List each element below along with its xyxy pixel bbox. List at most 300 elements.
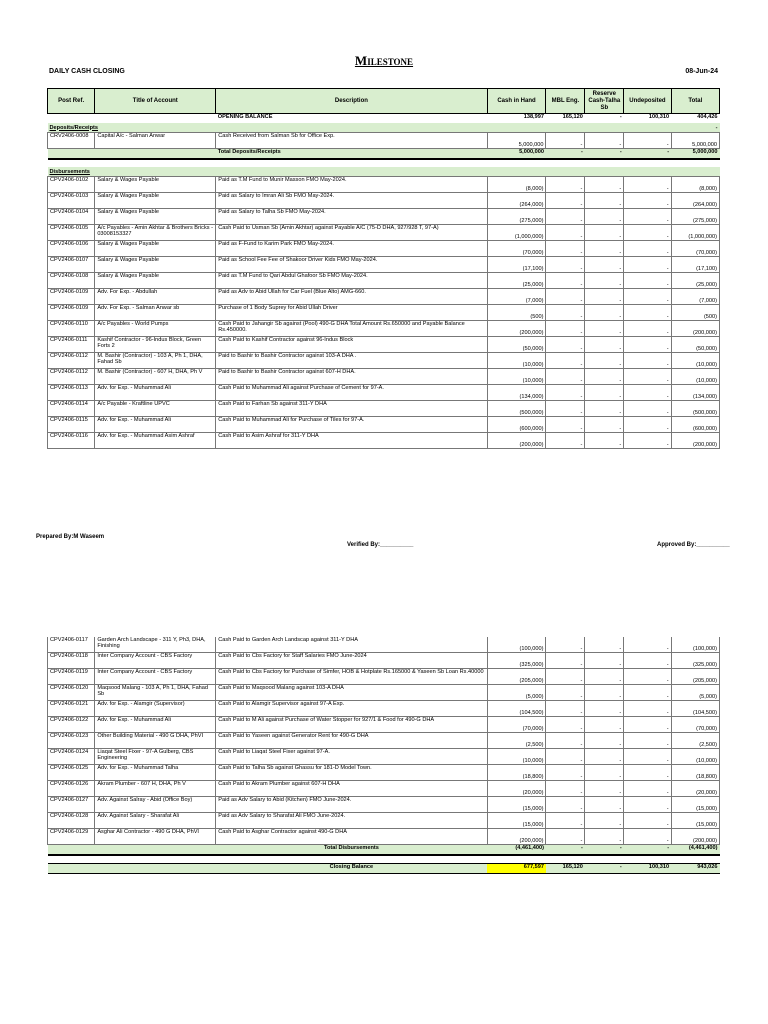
cell-post-ref: CPV2406-0121	[48, 701, 95, 717]
cell-cash-in-hand: (600,000)	[487, 417, 546, 433]
cell-undeposited: -	[624, 717, 671, 733]
cell-post-ref: CPV2406-0114	[48, 401, 95, 417]
cell-description: Cash Paid to Muhammad Ali against Purchase of Cement for 97-A.	[216, 385, 487, 401]
cash-closing-table	[47, 88, 720, 449]
document-date: 08-Jun-24	[685, 68, 718, 75]
cell-undeposited: -	[624, 241, 671, 257]
cell-account-title: Adv. for Exp. - Muhammad Ali	[95, 385, 216, 401]
cell-undeposited: -	[624, 353, 671, 369]
cell-description: Cash Paid to Asghar Contractor against 490-G DHA	[216, 829, 487, 845]
table-row	[48, 289, 720, 305]
cell-undeposited: -	[624, 369, 671, 385]
cell-undeposited: -	[624, 289, 671, 305]
cell-cash-in-hand: (1,000,000)	[487, 225, 546, 241]
table-row	[48, 257, 720, 273]
header-undeposited: Undeposited	[624, 89, 671, 114]
cell-mbl-eng: -	[546, 733, 585, 749]
cell-post-ref: CPV2406-0129	[48, 829, 95, 845]
cell-cash-in-hand: (500,000)	[487, 401, 546, 417]
cell-reserve-cash: -	[585, 353, 624, 369]
table-row	[48, 385, 720, 401]
cell-description: Paid as T.M Fund to Munir Masson FMO May-2024.	[216, 177, 487, 193]
table-row	[48, 225, 720, 241]
cell-post-ref: CPV2406-0105	[48, 225, 95, 241]
cell-undeposited: -	[624, 829, 671, 845]
cell-cash-in-hand: (200,000)	[487, 321, 546, 337]
cell-mbl-eng: -	[546, 369, 585, 385]
cell-undeposited: -	[624, 669, 671, 685]
cell-reserve-cash: -	[585, 385, 624, 401]
cell-row-total: (500,000)	[671, 401, 719, 417]
cell-mbl-eng: -	[546, 289, 585, 305]
cell-cash-in-hand: (200,000)	[487, 433, 546, 449]
cell-mbl-eng: -	[546, 321, 585, 337]
cell-description: Paid as Adv Salary to Abid (Kitchen) FMO June-2024.	[216, 797, 487, 813]
cell-post-ref: CPV2406-0122	[48, 717, 95, 733]
verified-by: Verified By:__________	[347, 542, 414, 548]
cash-closing-table-continued	[47, 637, 720, 874]
cell-account-title: Salary & Wages Payable	[95, 257, 216, 273]
cell-reserve-cash: -	[585, 813, 624, 829]
cell-mbl-eng: -	[546, 433, 585, 449]
cell-description: Cash Paid to Liaqat Steel Fixer against 97-A.	[216, 749, 487, 765]
cell-undeposited: -	[624, 257, 671, 273]
table-row	[48, 813, 720, 829]
table-row	[48, 417, 720, 433]
cell-reserve-cash: -	[585, 417, 624, 433]
cell-account-title: Liaqat Steel Fixer - 97-A Gulberg, CBS Engineering	[95, 749, 216, 765]
cell-post-ref: CPV2406-0111	[48, 337, 95, 353]
cell-row-total: (325,000)	[671, 653, 719, 669]
cell-row-total: (17,100)	[671, 257, 719, 273]
table-row	[48, 273, 720, 289]
cell-description: Paid as Adv to Abid Ullah for Car Fuel (Blue Alto) AMG-660.	[216, 289, 487, 305]
cell-description: Cash Paid to Usman Sb (Amin Akhtar) against Payable A/C (75-D DHA, 927/928 T, 97-A)	[216, 225, 487, 241]
cell-account-title: M. Bashir (Contractor) - 103 A, Ph 1, DHA, Fahad Sb	[95, 353, 216, 369]
cell-undeposited: -	[624, 401, 671, 417]
disbursements-total-total: (4,461,400)	[671, 845, 719, 856]
cell-post-ref: CPV2406-0113	[48, 385, 95, 401]
disbursements-rows-page2	[48, 637, 720, 845]
header-reserve-cash: Reserve Cash-Talha Sb	[585, 89, 624, 114]
cell-cash-in-hand: (17,100)	[487, 257, 546, 273]
cell-post-ref: CPV2406-0127	[48, 797, 95, 813]
cell-mbl-eng: -	[546, 829, 585, 845]
cell-post-ref: CPV2406-0112	[48, 353, 95, 369]
cell-reserve-cash: -	[585, 225, 624, 241]
cell-mbl-eng: -	[546, 305, 585, 321]
cell-account-title: Adv. For Exp. - Salman Anwar sb	[95, 305, 216, 321]
cell-undeposited: -	[624, 305, 671, 321]
cell-cash-in-hand: (10,000)	[487, 749, 546, 765]
cell-reserve-cash: -	[585, 701, 624, 717]
disbursements-total-label: Total Disbursements	[216, 845, 487, 856]
cell-row-total: (10,000)	[671, 353, 719, 369]
table-row	[48, 797, 720, 813]
cell-row-total: (18,800)	[671, 765, 719, 781]
cell-reserve-cash: -	[585, 273, 624, 289]
cell-row-total: (10,000)	[671, 749, 719, 765]
table-row	[48, 305, 720, 321]
table-row	[48, 829, 720, 845]
cell-description: Cash Received from Salman Sb for Office Exp.	[216, 133, 487, 149]
opening-total: 404,426	[697, 114, 718, 120]
cell-mbl-eng: -	[546, 177, 585, 193]
table-row	[48, 241, 720, 257]
table-row	[48, 209, 720, 225]
cell-mbl-eng: -	[546, 717, 585, 733]
cell-account-title: Garden Arch Landscape - 311 Y, Ph3, DHA, Finishing	[95, 637, 216, 653]
cell-account-title: Inter Company Account - CBS Factory	[95, 653, 216, 669]
cell-row-total: (70,000)	[671, 241, 719, 257]
cell-description: Cash Paid to Yaseen against Generator Rent for 490-G DHA	[216, 733, 487, 749]
table-row	[48, 177, 720, 193]
cell-post-ref: CPV2406-0108	[48, 273, 95, 289]
deposits-total-undeposited: -	[624, 149, 671, 160]
cell-account-title: M. Bashir (Contractor) - 607 H, DHA, Ph V	[95, 369, 216, 385]
deposits-section-label: Deposits/Receipts	[48, 123, 672, 133]
cell-mbl-eng: -	[546, 353, 585, 369]
cell-undeposited: -	[624, 653, 671, 669]
cell-account-title: Maqsood Malang - 103 A, Ph 1, DHA, Fahad Sb	[95, 685, 216, 701]
cell-cash-in-hand: (264,000)	[487, 193, 546, 209]
cell-undeposited: -	[624, 225, 671, 241]
header-cash-in-hand: Cash in Hand	[487, 89, 546, 114]
cell-reserve-cash: -	[585, 305, 624, 321]
cell-row-total: (2,500)	[671, 733, 719, 749]
opening-balance-row	[48, 114, 720, 124]
cell-undeposited: -	[624, 765, 671, 781]
cell-undeposited: -	[624, 321, 671, 337]
cell-account-title: Adv. Against Salray - Abid (Office Boy)	[95, 797, 216, 813]
cell-undeposited: -	[624, 209, 671, 225]
cell-row-total: (205,000)	[671, 669, 719, 685]
table-header-row	[48, 89, 720, 114]
cell-row-total: (70,000)	[671, 717, 719, 733]
cell-undeposited: -	[624, 337, 671, 353]
cell-cash-in-hand: (8,000)	[487, 177, 546, 193]
table-row	[48, 193, 720, 209]
cell-post-ref: CPV2406-0110	[48, 321, 95, 337]
header-title-of-account: Title of Account	[95, 89, 216, 114]
cell-description: Cash Paid to Cbs Factory for Purchase of Simfer, HOB & Hotplate Rs.165000 & Yaseen Sb Loan Rs.40000	[216, 669, 487, 685]
table-row	[48, 669, 720, 685]
table-row	[48, 701, 720, 717]
cell-undeposited: -	[624, 385, 671, 401]
cell-undeposited: -	[624, 781, 671, 797]
cell-account-title: Salary & Wages Payable	[95, 273, 216, 289]
cell-description: Paid to Bashir to Bashir Contractor against 103-A DHA .	[216, 353, 487, 369]
closing-total: 943,026	[671, 863, 719, 873]
cell-post-ref: CPV2406-0109	[48, 305, 95, 321]
cell-account-title: A/c Payables - Amin Akhtar & Brothers Bricks - 03008153327	[95, 225, 216, 241]
disbursements-total-row	[48, 845, 720, 856]
cell-cash-in-hand: (18,800)	[487, 765, 546, 781]
cell-description: Cash Paid to Akram Plumber against 607-H DHA	[216, 781, 487, 797]
cell-account-title: Salary & Wages Payable	[95, 193, 216, 209]
cell-account-title: Akram Plumber - 607 H, DHA, Ph V	[95, 781, 216, 797]
deposits-section-dash: -	[671, 123, 719, 133]
closing-balance-label: Closing Balance	[216, 863, 487, 873]
header-post-ref: Post Ref.	[48, 89, 95, 114]
cell-reserve-cash: -	[585, 337, 624, 353]
cell-mbl-eng: -	[546, 781, 585, 797]
cell-undeposited: -	[624, 749, 671, 765]
header-mbl-eng: MBL Eng.	[546, 89, 585, 114]
cell-undeposited: -	[624, 813, 671, 829]
cell-cash-in-hand: (70,000)	[487, 717, 546, 733]
table-row	[48, 637, 720, 653]
cell-account-title: Salary & Wages Payable	[95, 177, 216, 193]
table-row	[48, 369, 720, 385]
cell-cash-in-hand: (50,000)	[487, 337, 546, 353]
cell-description: Cash Paid to Muhammad Ali for Purchase of Tiles for 97-A.	[216, 417, 487, 433]
cell-cash-in-hand: (325,000)	[487, 653, 546, 669]
closing-reserve: -	[585, 863, 624, 873]
cell-cash-in-hand: (200,000)	[487, 829, 546, 845]
cell-account-title: Adv. for Exp. - Muhammad Ali	[95, 717, 216, 733]
document-subtitle: DAILY CASH CLOSING	[49, 68, 125, 75]
cell-description: Cash Paid to Talha Sb against Ghassu for 181-D Model Town.	[216, 765, 487, 781]
table-row	[48, 749, 720, 765]
cell-row-total: (50,000)	[671, 337, 719, 353]
table-row	[48, 353, 720, 369]
cell-post-ref: CPV2406-0107	[48, 257, 95, 273]
deposits-total-cash: 5,000,000	[487, 149, 546, 160]
cell-description: Paid as T.M Fund to Qari Abdul Ghafoor Sb FMO May-2024.	[216, 273, 487, 289]
cell-description: Paid to Bashir to Bashir Contractor against 607-H DHA.	[216, 369, 487, 385]
cell-account-title: Asghar Ali Contractor - 490 G DHA, PhVI	[95, 829, 216, 845]
cell-reserve-cash: -	[585, 177, 624, 193]
cell-mbl-eng: -	[546, 337, 585, 353]
cell-row-total: 5,000,000	[671, 133, 719, 149]
cell-description: Cash Paid to Maqsood Malang against 103-A DHA	[216, 685, 487, 701]
cell-cash-in-hand: (25,000)	[487, 273, 546, 289]
cell-description: Paid as Adv Salary to Sharafat Ali FMO June-2024.	[216, 813, 487, 829]
cell-account-title: Adv. for Exp. - Muhammad Asim Ashraf	[95, 433, 216, 449]
cell-mbl-eng: -	[546, 813, 585, 829]
cell-row-total: (5,000)	[671, 685, 719, 701]
cell-row-total: (275,000)	[671, 209, 719, 225]
table-row	[48, 733, 720, 749]
cell-mbl-eng: -	[546, 209, 585, 225]
cell-reserve-cash: -	[585, 209, 624, 225]
cell-description: Cash Paid to M Ali against Purchase of Water Stopper for 927/1 & Food for 490-G DHA	[216, 717, 487, 733]
cell-mbl-eng: -	[546, 749, 585, 765]
deposits-total-total: 5,000,000	[671, 149, 719, 160]
cell-reserve-cash: -	[585, 321, 624, 337]
cell-undeposited: -	[624, 733, 671, 749]
cell-description: Paid as Salary to Imran Ali Sb FMO May-2024.	[216, 193, 487, 209]
prepared-by: Prepared By:M Waseem	[36, 534, 105, 540]
cell-mbl-eng: -	[546, 685, 585, 701]
table-row	[48, 653, 720, 669]
cell-mbl-eng: -	[546, 225, 585, 241]
table-row	[48, 781, 720, 797]
deposits-total-label: Total Deposits/Receipts	[216, 149, 487, 160]
table-row	[48, 337, 720, 353]
cell-account-title: Adv. Against Salary - Sharafat Ali	[95, 813, 216, 829]
disbursements-rows-page1	[48, 177, 720, 449]
cell-reserve-cash: -	[585, 653, 624, 669]
cell-reserve-cash: -	[585, 433, 624, 449]
cell-post-ref: CPV2406-0117	[48, 637, 95, 653]
cell-reserve-cash: -	[585, 369, 624, 385]
cell-cash-in-hand: (275,000)	[487, 209, 546, 225]
disbursements-total-undeposited: -	[624, 845, 671, 856]
cell-post-ref: CPV2406-0102	[48, 177, 95, 193]
table-row	[48, 765, 720, 781]
cell-row-total: (15,000)	[671, 797, 719, 813]
cell-account-title: Other Building Material - 490 G DHA, PhVI	[95, 733, 216, 749]
cell-cash-in-hand: (70,000)	[487, 241, 546, 257]
cell-undeposited: -	[624, 685, 671, 701]
cell-row-total: (1,000,000)	[671, 225, 719, 241]
cell-row-total: (7,000)	[671, 289, 719, 305]
cell-cash-in-hand: (15,000)	[487, 797, 546, 813]
table-row	[48, 717, 720, 733]
cell-mbl-eng: -	[546, 765, 585, 781]
cell-account-title: Capital A/c - Salman Anwar	[95, 133, 216, 149]
cell-mbl-eng: -	[546, 133, 585, 149]
header-description: Description	[216, 89, 487, 114]
disbursements-section-row	[48, 167, 720, 177]
cell-account-title: Kashif Contractor - 96-Indus Block, Green Forts 2	[95, 337, 216, 353]
cell-reserve-cash: -	[585, 401, 624, 417]
header-total: Total	[671, 89, 719, 114]
disbursements-total-mbl: -	[546, 845, 585, 856]
deposits-rows	[48, 133, 720, 149]
cell-reserve-cash: -	[585, 829, 624, 845]
cell-cash-in-hand: (7,000)	[487, 289, 546, 305]
cell-cash-in-hand: (10,000)	[487, 353, 546, 369]
cell-mbl-eng: -	[546, 385, 585, 401]
cell-mbl-eng: -	[546, 637, 585, 653]
cell-mbl-eng: -	[546, 273, 585, 289]
closing-undeposited: 100,310	[624, 863, 671, 873]
cell-undeposited: -	[624, 193, 671, 209]
cell-cash-in-hand: (20,000)	[487, 781, 546, 797]
cell-row-total: (100,000)	[671, 637, 719, 653]
cell-account-title: Adv. For Exp. - Abdullah	[95, 289, 216, 305]
cell-description: Paid as Salary to Talha Sb FMO May-2024.	[216, 209, 487, 225]
table-row	[48, 321, 720, 337]
cell-post-ref: CPV2406-0128	[48, 813, 95, 829]
opening-cash: 138,997	[523, 114, 544, 120]
cell-row-total: (8,000)	[671, 177, 719, 193]
closing-mbl: 165,120	[546, 863, 585, 873]
cell-reserve-cash: -	[585, 133, 624, 149]
cell-post-ref: CRV2406-0008	[48, 133, 95, 149]
opening-undeposited: 100,310	[648, 114, 670, 120]
cell-reserve-cash: -	[585, 289, 624, 305]
cell-undeposited: -	[624, 177, 671, 193]
cell-reserve-cash: -	[585, 749, 624, 765]
cell-mbl-eng: -	[546, 701, 585, 717]
cell-mbl-eng: -	[546, 241, 585, 257]
table-row	[48, 133, 720, 149]
cell-row-total: (15,000)	[671, 813, 719, 829]
cell-row-total: (500)	[671, 305, 719, 321]
cell-post-ref: CPV2406-0125	[48, 765, 95, 781]
cell-description: Cash Paid to Kashif Contractor against 96-Indus Block	[216, 337, 487, 353]
cell-cash-in-hand: (10,000)	[487, 369, 546, 385]
deposits-total-reserve: -	[585, 149, 624, 160]
cell-post-ref: CPV2406-0118	[48, 653, 95, 669]
table-row	[48, 433, 720, 449]
cell-row-total: (200,000)	[671, 433, 719, 449]
cell-row-total: (25,000)	[671, 273, 719, 289]
cell-post-ref: CPV2406-0126	[48, 781, 95, 797]
cell-row-total: (10,000)	[671, 369, 719, 385]
deposits-total-row	[48, 149, 720, 160]
disbursements-total-cash: (4,461,400)	[487, 845, 546, 856]
disbursements-total-reserve: -	[585, 845, 624, 856]
cell-cash-in-hand: (100,000)	[487, 637, 546, 653]
cell-account-title: Adv. for Exp. - Alamgir (Supervisor)	[95, 701, 216, 717]
opening-reserve: -	[619, 114, 622, 120]
cell-row-total: (104,500)	[671, 701, 719, 717]
cell-mbl-eng: -	[546, 417, 585, 433]
cell-account-title: A/c Payable - Kraftline UPVC	[95, 401, 216, 417]
cell-account-title: Salary & Wages Payable	[95, 241, 216, 257]
cell-account-title: Salary & Wages Payable	[95, 209, 216, 225]
cell-reserve-cash: -	[585, 193, 624, 209]
cell-account-title: Adv. for Exp. - Muhammad Talha	[95, 765, 216, 781]
cell-reserve-cash: -	[585, 637, 624, 653]
cell-mbl-eng: -	[546, 401, 585, 417]
cell-description: Purchase of 1 Body Suprey for Abid Ullah Driver	[216, 305, 487, 321]
cell-reserve-cash: -	[585, 797, 624, 813]
cell-row-total: (134,000)	[671, 385, 719, 401]
cell-reserve-cash: -	[585, 733, 624, 749]
cell-undeposited: -	[624, 433, 671, 449]
cell-post-ref: CPV2406-0120	[48, 685, 95, 701]
cell-cash-in-hand: 5,000,000	[487, 133, 546, 149]
cell-reserve-cash: -	[585, 257, 624, 273]
table-row	[48, 401, 720, 417]
cell-reserve-cash: -	[585, 717, 624, 733]
cell-description: Paid as F-Fund to Karim Park FMO May-2024.	[216, 241, 487, 257]
cell-post-ref: CPV2406-0106	[48, 241, 95, 257]
cell-mbl-eng: -	[546, 193, 585, 209]
cell-post-ref: CPV2406-0104	[48, 209, 95, 225]
cell-post-ref: CPV2406-0119	[48, 669, 95, 685]
cell-description: Paid as School Fee Fee of Shakoor Driver Kids FMO May-2024.	[216, 257, 487, 273]
cell-post-ref: CPV2406-0109	[48, 289, 95, 305]
cell-account-title: Inter Company Account - CBS Factory	[95, 669, 216, 685]
cell-post-ref: CPV2406-0116	[48, 433, 95, 449]
cell-post-ref: CPV2406-0123	[48, 733, 95, 749]
cell-row-total: (20,000)	[671, 781, 719, 797]
disbursements-section-label: Disbursements	[48, 167, 720, 177]
cell-undeposited: -	[624, 273, 671, 289]
cell-cash-in-hand: (15,000)	[487, 813, 546, 829]
approved-by: Approved By:__________	[657, 542, 730, 548]
deposits-section-row	[48, 123, 720, 133]
cell-reserve-cash: -	[585, 669, 624, 685]
cell-description: Cash Paid to Jahangir Sb against (Pool) 490-G DHA Total Amount Rs.650000 and Payable Balance Rs.450000.	[216, 321, 487, 337]
cell-post-ref: CPV2406-0115	[48, 417, 95, 433]
cell-post-ref: CPV2406-0103	[48, 193, 95, 209]
cell-description: Cash Paid to Farhan Sb against 311-Y DHA	[216, 401, 487, 417]
cell-undeposited: -	[624, 133, 671, 149]
cell-post-ref: CPV2406-0124	[48, 749, 95, 765]
cell-row-total: (264,000)	[671, 193, 719, 209]
cell-description: Cash Paid to Alamgir Supervisor against 97-A Exp.	[216, 701, 487, 717]
cell-post-ref: CPV2406-0112	[48, 369, 95, 385]
cell-reserve-cash: -	[585, 765, 624, 781]
